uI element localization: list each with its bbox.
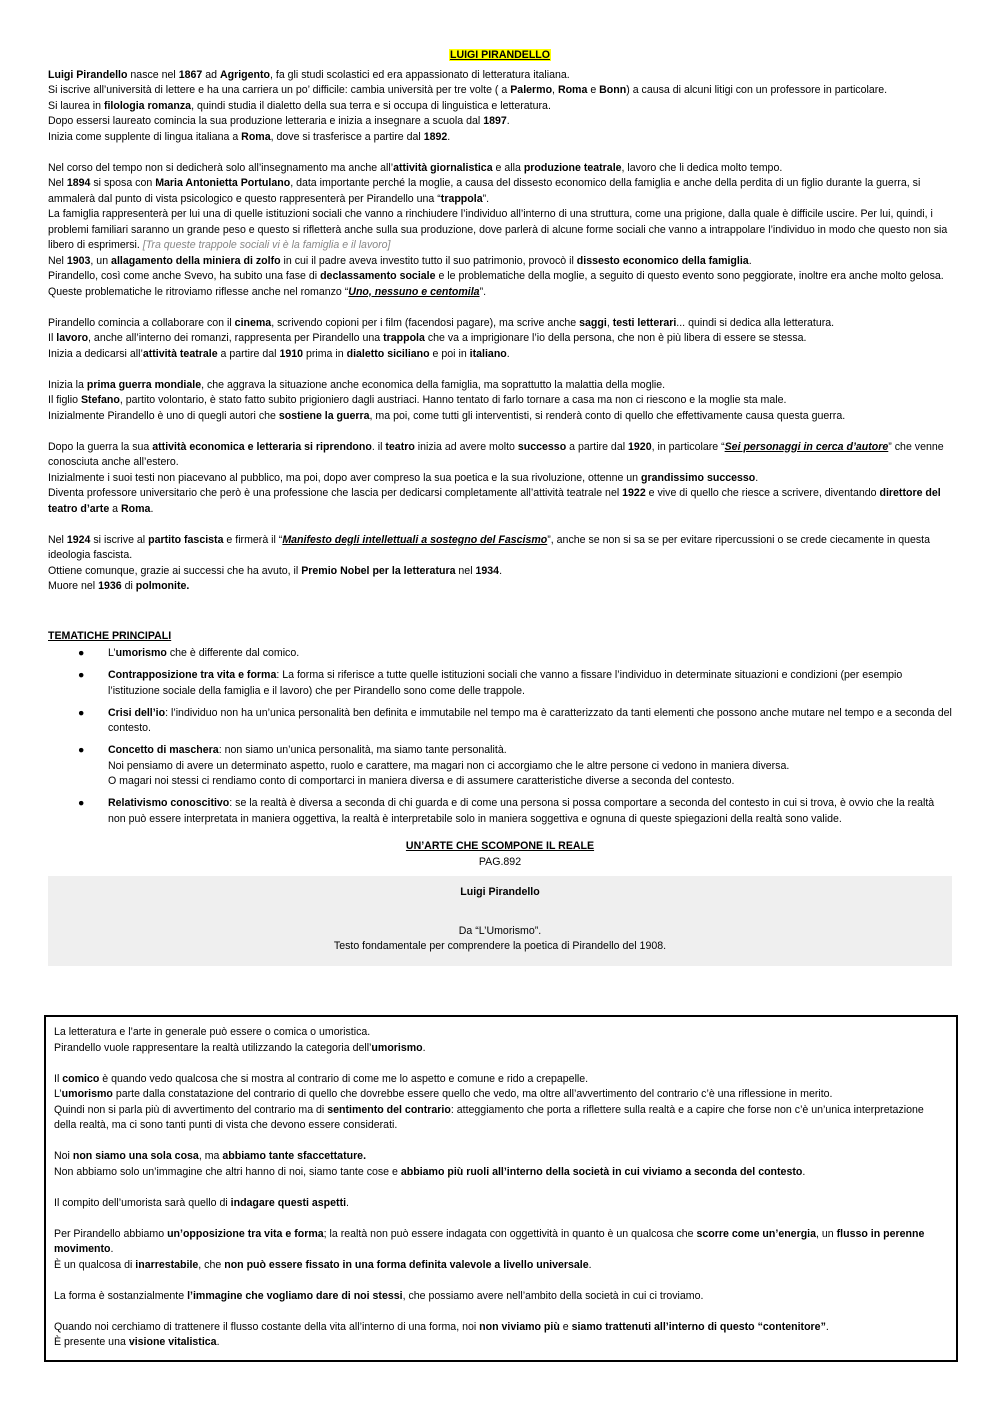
paragraph-gap xyxy=(48,424,952,440)
text-run: , un xyxy=(816,1227,837,1240)
box-line xyxy=(54,1196,948,1212)
bio-line xyxy=(48,409,952,425)
theme-item xyxy=(48,796,952,827)
text-run: e alla xyxy=(492,161,524,174)
text-run: . xyxy=(506,115,510,127)
source-line-1: Da “L’Umorismo”. xyxy=(458,924,542,937)
bio-line xyxy=(48,254,952,270)
text-run: Quando noi cerchiamo di trattenere il flusso costante della vita all’interno di una forma, noi xyxy=(54,1320,480,1333)
text-run: , lavoro che li dedica molto tempo. xyxy=(621,161,783,174)
bio-line xyxy=(48,378,952,394)
emphasis-run: l’immagine che vogliamo dare di noi stessi xyxy=(187,1289,403,1302)
emphasis-run: Bonn xyxy=(599,84,627,96)
text-run: Inizia la xyxy=(48,378,87,391)
bullet-icon: ● xyxy=(78,797,85,809)
text-run: e poi in xyxy=(429,347,470,360)
text-run: Muore nel xyxy=(48,580,99,592)
text-run: nasce nel xyxy=(127,68,179,81)
emphasis-run: grandissimo successo xyxy=(641,471,756,484)
emphasis-run: Stefano xyxy=(80,394,120,406)
emphasis-run: dialetto siciliano xyxy=(346,347,430,360)
emphasis-run: comico xyxy=(62,1072,100,1085)
text-run: Non abbiamo solo un’immagine che altri hanno di noi, siamo tante cose e xyxy=(54,1165,401,1178)
box-line xyxy=(54,1258,948,1274)
bio-line xyxy=(48,316,952,332)
text-run: Nel xyxy=(48,533,67,546)
section-heading: UN’ARTE CHE SCOMPONE IL REALE xyxy=(405,840,595,852)
theme-line xyxy=(108,646,952,662)
text-run: parte dalla constatazione del contrario di quello che dovrebbe essere quello che vedo, ma oltre all’avvertimento del contrario c’è una riflessione in merito. xyxy=(112,1088,833,1100)
bio-line xyxy=(48,471,952,487)
paragraph-gap xyxy=(54,1211,948,1227)
emphasis-run: 1910 xyxy=(279,347,304,360)
bio-line xyxy=(48,99,952,115)
emphasis-run: Sei personaggi in cerca d’autore xyxy=(724,440,889,453)
text-run: , ma xyxy=(198,1150,223,1162)
emphasis-run: 1920 xyxy=(628,440,652,453)
text-run: , che possiamo avere nell’ambito della società in cui ci troviamo. xyxy=(402,1289,704,1302)
text-run: Nel xyxy=(48,177,67,189)
emphasis-run: inarrestabile xyxy=(135,1258,199,1271)
emphasis-run: dissesto economico della famiglia xyxy=(576,254,749,267)
emphasis-run: scorre come un’energia xyxy=(696,1227,817,1240)
text-run: : La forma si riferisce a tutte quelle istituzioni sociali che vanno a fissare l’individuo in determinate situazioni e condizioni (per esempio l’istituzione sociale della famiglia e il lavoro) che per Pirandello sono come delle trappole. xyxy=(108,669,903,697)
emphasis-run: declassamento sociale xyxy=(320,270,436,282)
bullet-icon: ● xyxy=(78,706,85,719)
bio-line xyxy=(48,533,952,564)
text-run: . xyxy=(802,1165,806,1178)
source-line-2: Testo fondamentale per comprendere la poetica di Pirandello del 1908. xyxy=(333,940,667,952)
emphasis-run: prima guerra mondiale xyxy=(86,378,202,391)
box-line xyxy=(54,1072,948,1088)
text-run: a partire dal xyxy=(566,440,629,453)
text-run: Inizia a dedicarsi all’ xyxy=(48,347,143,360)
bullet-icon: ● xyxy=(78,647,85,659)
text-run: . xyxy=(825,1320,829,1333)
emphasis-run: Roma xyxy=(241,130,271,143)
text-run: prima in xyxy=(303,347,347,360)
emphasis-run: teatro xyxy=(385,440,415,453)
text-run: , fa gli studi scolastici ed era appassionato di letteratura italiana. xyxy=(270,68,570,81)
text-run: Si iscrive all’università di lettere e ha una carriera un po’ difficile: cambia università per tre volte ( a xyxy=(48,84,511,96)
text-run: si sposa con xyxy=(90,177,156,189)
paragraph-gap xyxy=(54,1304,948,1320)
text-run: : se la realtà è diversa a seconda di chi guarda e di come una persona si possa comportare a seconda del contesto in cui si trova, è ovvio che la realtà non può essere interpretata in maniera oggettiva, la realtà è interpretabile solo in maniera soggettiva e ognuna di queste spiegazioni della realtà sono valide. xyxy=(108,797,935,825)
box-line xyxy=(54,1289,948,1305)
emphasis-run: 1894 xyxy=(66,177,91,189)
text-run: : l’individuo non ha un’unica personalità ben definita e immutabile nel tempo ma è caratterizzato da tanti elementi che possono anche mutare nel tempo e a seconda del contesto. xyxy=(108,706,952,734)
emphasis-run: cinema xyxy=(234,316,272,329)
text-run: ) a causa di alcuni litigi con un professore in particolare. xyxy=(626,84,888,96)
emphasis-run: Luigi Pirandello xyxy=(48,68,128,81)
bio-line xyxy=(48,130,952,146)
emphasis-run: umorismo xyxy=(61,1088,113,1100)
emphasis-run: testi letterari xyxy=(612,316,677,329)
theme-line xyxy=(108,743,952,759)
emphasis-run: siamo trattenuti all’interno di questo “contenitore” xyxy=(571,1320,826,1333)
text-run: . xyxy=(499,564,503,577)
text-run: La letteratura e l’arte in generale può essere o comica o umoristica. xyxy=(54,1026,371,1038)
text-run: Il xyxy=(48,332,57,344)
text-run: e xyxy=(587,84,600,96)
box-line xyxy=(54,1041,948,1057)
text-run: a xyxy=(109,502,122,515)
text-run: Il compito dell’umorista sarà quello di xyxy=(54,1196,231,1209)
text-run: . xyxy=(346,1196,349,1209)
text-run: . il xyxy=(371,440,386,453)
page-content xyxy=(48,48,952,966)
text-run: . xyxy=(110,1243,114,1255)
emphasis-run: Maria Antonietta Portulano xyxy=(155,177,291,189)
emphasis-run: non siamo una sola cosa xyxy=(72,1150,199,1162)
theme-line xyxy=(108,796,952,827)
emphasis-run: saggi xyxy=(579,316,607,329)
emphasis-run: 1922 xyxy=(622,487,646,499)
theme-line xyxy=(108,668,952,699)
text-run: Inizia come supplente di lingua italiana a xyxy=(48,130,242,143)
text-run: . xyxy=(588,1258,592,1271)
text-run: ”. xyxy=(482,192,490,205)
emphasis-run: abbiamo tante sfaccettature. xyxy=(222,1150,367,1162)
source-box xyxy=(48,876,952,966)
text-run: e le problematiche della moglie, a seguito di questo evento sono peggiorate, inoltre era anche molto gelosa. Queste problematiche le ritroviamo riflesse anche nel romanzo “ xyxy=(48,270,944,298)
text-run: Diventa professore universitario che però è una professione che lascia per dedicarsi completamente all’attività teatrale nel xyxy=(48,487,623,499)
emphasis-run: produzione teatrale xyxy=(523,161,622,174)
bio-line xyxy=(48,331,952,347)
emphasis-run: Crisi dell’io xyxy=(108,706,166,719)
bio-line xyxy=(48,269,952,300)
text-run: Nel corso del tempo non si dedicherà solo all’insegnamento ma anche all’ xyxy=(48,161,394,174)
text-run: . xyxy=(216,1336,220,1348)
text-run: . xyxy=(748,254,752,267)
themes-list xyxy=(48,646,952,827)
text-run: , che aggrava la situazione anche economica della famiglia, ma soprattutto la malattia della moglie. xyxy=(201,378,666,391)
emphasis-run: visione vitalistica xyxy=(128,1336,217,1348)
emphasis-run: umorismo xyxy=(115,647,167,659)
text-run: Inizialmente i suoi testi non piacevano al pubblico, ma poi, dopo aver compreso la sua poetica e la sua rivoluzione, ottenne un xyxy=(48,471,642,484)
theme-line xyxy=(108,759,952,775)
emphasis-run: attività giornalistica xyxy=(393,161,493,174)
text-run: ”, anche se non si sa se per evitare ripercussioni o se crede ciecamente in questa ideologia fascista. xyxy=(48,533,931,561)
emphasis-run: non viviamo più xyxy=(479,1320,560,1333)
paragraph-gap xyxy=(54,1056,948,1072)
emphasis-run: 1903 xyxy=(66,254,91,267)
text-run: Pirandello comincia a collaborare con il xyxy=(48,316,235,329)
text-run: Inizialmente Pirandello è uno di quegli autori che xyxy=(48,409,279,422)
emphasis-run: 1892 xyxy=(423,130,448,143)
emphasis-run: italiano xyxy=(469,347,507,360)
emphasis-run: 1936 xyxy=(98,580,122,592)
text-run: in cui il padre aveva investito tutto il suo patrimonio, provocò il xyxy=(280,254,577,267)
text-run: . xyxy=(755,471,759,484)
text-run: inizia ad avere molto xyxy=(414,440,518,453)
text-run: L’ xyxy=(108,647,116,659)
text-run: ... quindi si dedica alla letteratura. xyxy=(676,316,835,329)
text-run: . xyxy=(447,130,451,143)
emphasis-run: polmonite. xyxy=(135,580,190,592)
text-run: ad xyxy=(202,68,220,81)
box-line xyxy=(54,1320,948,1336)
paragraph-gap xyxy=(48,362,952,378)
theme-item xyxy=(48,646,952,662)
text-run: Quindi non si parla più di avvertimento del contrario ma di xyxy=(54,1103,328,1116)
text-run: Noi xyxy=(54,1150,73,1162)
text-run: È presente una xyxy=(54,1336,129,1348)
emphasis-run: trappola xyxy=(383,332,425,344)
box-line xyxy=(54,1103,948,1134)
emphasis-run: Palermo xyxy=(510,84,553,96)
text-run: è quando vedo qualcosa che si mostra al contrario di come me lo aspetto e comune e rido a crepapelle. xyxy=(99,1072,589,1085)
emphasis-run: Manifesto degli intellettuali a sostegno del Fascismo xyxy=(282,533,548,546)
document-title: LUIGI PIRANDELLO xyxy=(449,49,551,61)
paragraph-gap xyxy=(48,300,952,316)
emphasis-run: 1934 xyxy=(475,564,500,577)
text-run: , un xyxy=(90,254,112,267)
emphasis-run: attività teatrale xyxy=(142,347,218,360)
bio-line xyxy=(48,68,952,84)
text-run: , quindi studia il dialetto della sua terra e si occupa di linguistica e letteratura. xyxy=(191,99,551,112)
text-run: Si laurea in xyxy=(48,99,104,112)
text-run: ” che venne conosciuta anche all’estero. xyxy=(48,440,944,468)
box-line xyxy=(54,1025,948,1041)
bio-line xyxy=(48,393,952,409)
text-run: . xyxy=(422,1041,426,1054)
text-run: : non siamo un’unica personalità, ma siamo tante personalità. xyxy=(218,744,507,756)
emphasis-run: indagare questi aspetti xyxy=(230,1196,347,1209)
text-run: O magari noi stessi ci rendiamo conto di comportarci in maniera diversa e di assumere caratteristiche diverse a seconda del contesto. xyxy=(108,775,735,787)
text-run: nel xyxy=(455,564,476,577)
text-run: , partito volontario, è stato fatto subito prigioniero dagli austriaci. Hanno tentato di farlo tornare a casa ma non ci riescono e la moglie sta male. xyxy=(119,394,787,406)
text-run: , data importante perché la moglie, a causa del dissesto economico della famiglia e anche della perdita di un figlio durante la guerra, si ammalerà dal punto di vista psicologico e questo rappresenterà per Pirandello una “ xyxy=(48,177,921,205)
text-run: a partire dal xyxy=(217,347,280,360)
box-line xyxy=(54,1227,948,1258)
emphasis-run: lavoro xyxy=(56,332,89,344)
emphasis-run: Roma xyxy=(557,84,588,96)
emphasis-run: [Tra queste trappole sociali vi è la famiglia e il lavoro] xyxy=(142,239,391,251)
emphasis-run: 1897 xyxy=(483,115,507,127)
emphasis-run: successo xyxy=(517,440,567,453)
emphasis-run: umorismo xyxy=(371,1041,423,1054)
bio-line xyxy=(48,83,952,99)
text-run: , ma poi, come tutti gli interventisti, si renderà conto di quello che effettivamente causa questa guerra. xyxy=(369,409,846,422)
text-run: , scrivendo copioni per i film (facendosi pagare), ma scrive anche xyxy=(271,316,580,329)
emphasis-run: non può essere fissato in una forma definita valevole a livello universale xyxy=(224,1258,589,1271)
bullet-icon: ● xyxy=(78,669,85,681)
text-run: : atteggiamento che porta a riflettere sulla realtà e a capire che forse non c’è un’unica interpretazione della realtà, ma ci sono tanti punti di vista che devono essere considerati. xyxy=(54,1103,924,1131)
biography-section xyxy=(48,68,952,595)
text-run: di xyxy=(121,580,136,592)
bio-line xyxy=(48,176,952,207)
paragraph-gap xyxy=(54,1134,948,1150)
box-line xyxy=(54,1087,948,1103)
text-run: , xyxy=(606,316,613,329)
bio-line xyxy=(48,347,952,363)
bio-line xyxy=(48,564,952,580)
box-line xyxy=(54,1165,948,1181)
text-run: Nel xyxy=(48,254,67,267)
text-run: e vive di quello che riesce a scrivere, diventando xyxy=(645,487,880,499)
text-run: , che xyxy=(198,1258,225,1271)
emphasis-run: filologia romanza xyxy=(103,99,192,112)
emphasis-run: abbiamo più ruoli all’interno della società in cui viviamo a seconda del contesto xyxy=(400,1165,803,1178)
theme-item xyxy=(48,743,952,790)
theme-line xyxy=(108,706,952,737)
paragraph-gap xyxy=(48,145,952,161)
theme-line xyxy=(108,774,952,790)
emphasis-run: Agrigento xyxy=(219,68,270,81)
emphasis-run: attività economica e letteraria si riprendono xyxy=(152,440,372,453)
bio-line xyxy=(48,486,952,517)
emphasis-run: allagamento della miniera di zolfo xyxy=(111,254,281,267)
bullet-icon: ● xyxy=(78,744,85,756)
text-run: e firmerà il “ xyxy=(223,533,283,546)
text-run: L’ xyxy=(54,1088,62,1100)
emphasis-run: partito fascista xyxy=(148,533,224,546)
umorismo-notes-box xyxy=(44,1015,958,1362)
text-run: che è differente dal comico. xyxy=(166,647,300,659)
box-line xyxy=(54,1335,948,1351)
emphasis-run: un’opposizione tra vita e forma xyxy=(167,1227,324,1240)
text-run: Noi pensiamo di avere un determinato aspetto, ruolo e carattere, ma magari non ci accorgiamo che le altre persone ci vedono in maniera diversa. xyxy=(108,759,790,772)
text-run: È un qualcosa di xyxy=(54,1258,136,1271)
emphasis-run: trappola xyxy=(440,192,483,205)
emphasis-run: Uno, nessuno e centomila xyxy=(348,285,480,298)
text-run: che va a imprigionare l’io della persona, che non è più libera di essere se stessa. xyxy=(424,332,807,344)
text-run: Il figlio xyxy=(48,394,81,406)
bio-line xyxy=(48,440,952,471)
emphasis-run: Concetto di maschera xyxy=(108,744,219,756)
emphasis-run: sentimento del contrario xyxy=(327,1103,451,1116)
emphasis-run: Roma xyxy=(121,502,151,515)
text-run: , in particolare “ xyxy=(651,440,725,453)
emphasis-run: Premio Nobel per la letteratura xyxy=(301,564,456,577)
bio-line xyxy=(48,207,952,254)
emphasis-run: 1924 xyxy=(66,533,91,546)
title-block xyxy=(48,48,952,64)
text-run: , anche all’interno dei romanzi, rappresenta per Pirandello una xyxy=(88,332,384,344)
bio-line xyxy=(48,114,952,130)
paragraph-gap xyxy=(54,1273,948,1289)
text-run: Pirandello, così come anche Svevo, ha subito una fase di xyxy=(48,270,321,282)
emphasis-run: Relativismo conoscitivo xyxy=(108,797,230,809)
box-line xyxy=(54,1149,948,1165)
text-run: Dopo essersi laureato comincia la sua produzione letteraria e inizia a insegnare a scuola dal xyxy=(48,115,484,127)
text-run: La famiglia rappresenterà per lui una di quelle istituzioni sociali che vanno a rinchiudere l’individuo all’interno di una struttura, come una prigione, dalla quale è difficile uscire. Per lui, quindi, i problemi familiari saranno un grande peso e questo si rifletterà anche sulla sua produzione, dove parlerà di alcune forme sociali che vanno a intrappolare l’individuo in modo che questo non sia libero di esprimersi. xyxy=(48,208,948,251)
page-reference: PAG.892 xyxy=(478,855,522,868)
text-run: La forma è sostanzialmente xyxy=(54,1289,188,1302)
emphasis-run: Contrapposizione tra vita e forma xyxy=(108,669,277,681)
text-run: si iscrive al xyxy=(90,533,149,546)
bio-line xyxy=(48,161,952,177)
section-heading-block xyxy=(48,839,952,870)
text-run: . xyxy=(506,347,510,360)
theme-item xyxy=(48,668,952,699)
theme-item xyxy=(48,706,952,737)
text-run: Per Pirandello abbiamo xyxy=(54,1227,168,1240)
text-run: ”. xyxy=(479,285,487,298)
text-run: Ottiene comunque, grazie ai successi che ha avuto, il xyxy=(48,564,302,577)
themes-heading: TEMATICHE PRINCIPALI xyxy=(48,629,172,642)
text-run: , xyxy=(552,84,558,96)
emphasis-run: sostiene la guerra xyxy=(278,409,370,422)
text-run: . xyxy=(150,502,154,515)
paragraph-gap xyxy=(48,517,952,533)
text-run: Il xyxy=(54,1072,63,1085)
bio-line xyxy=(48,579,952,595)
text-run: Dopo la guerra la sua xyxy=(48,440,153,453)
emphasis-run: direttore del teatro d’arte xyxy=(48,487,941,515)
emphasis-run: flusso in perenne movimento xyxy=(54,1227,925,1255)
text-run: Pirandello vuole rappresentare la realtà utilizzando la categoria dell’ xyxy=(54,1041,372,1054)
text-run: e xyxy=(559,1320,572,1333)
text-run: , dove si trasferisce a partire dal xyxy=(270,130,424,143)
emphasis-run: 1867 xyxy=(178,68,203,81)
text-run: ; la realtà non può essere indagata con oggettività in quanto è un qualcosa che xyxy=(323,1227,697,1240)
paragraph-gap xyxy=(54,1180,948,1196)
author-name: Luigi Pirandello xyxy=(460,886,540,898)
